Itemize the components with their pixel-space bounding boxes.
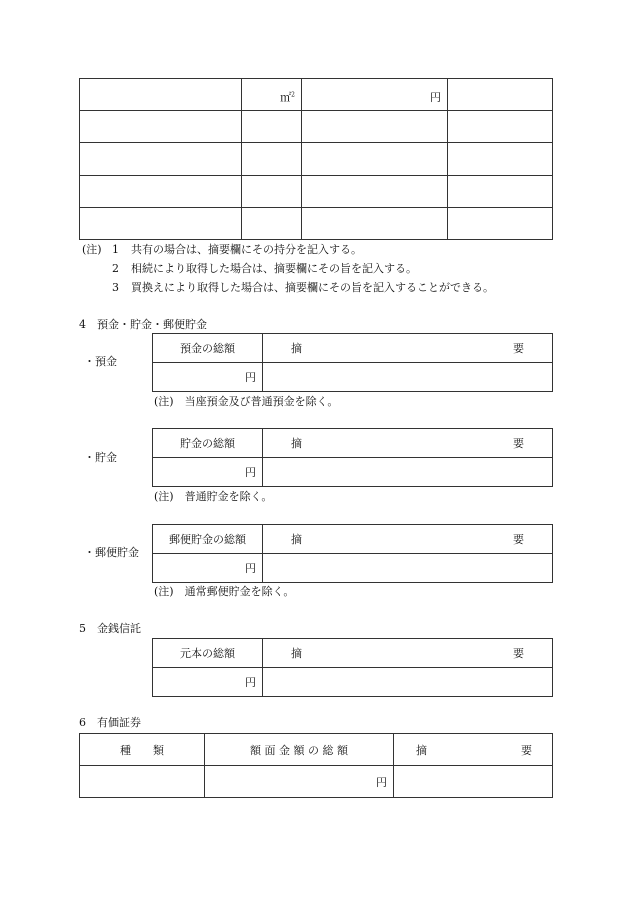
land-notes-label: (注) — [82, 243, 102, 256]
summary-char-b: 要 — [513, 342, 524, 355]
area-cell[interactable] — [242, 111, 302, 143]
deposit-total-cell[interactable] — [153, 363, 263, 392]
deposit-note: (注) 当座預金及び普通預金を除く。 — [154, 395, 339, 408]
trust-table — [152, 638, 553, 697]
yen-unit: 円 — [245, 676, 256, 689]
postal-table — [152, 524, 553, 583]
land-note-num: 1 — [112, 243, 119, 256]
land-cell[interactable] — [80, 111, 242, 143]
area-unit: ㎡ — [280, 91, 292, 104]
yen-unit: 円 — [376, 775, 387, 789]
summary-char-b: 要 — [513, 533, 524, 546]
yen-unit: 円 — [245, 562, 256, 575]
summary-char-a: 摘 — [291, 437, 302, 450]
land-cell[interactable] — [80, 143, 242, 176]
savings-summary-header — [263, 429, 553, 458]
price-cell[interactable] — [302, 79, 448, 111]
savings-table — [152, 428, 553, 487]
area-cell[interactable] — [242, 143, 302, 176]
kind-header: 種 類 — [80, 734, 205, 766]
summary-char-a: 摘 — [291, 647, 302, 660]
trust-summary-cell[interactable] — [263, 668, 553, 697]
land-summary-cell[interactable] — [448, 79, 553, 111]
section5-heading: 5 金銭信託 — [79, 622, 141, 635]
deposit-summary-header — [263, 334, 553, 363]
land-summary-cell[interactable] — [448, 111, 553, 143]
deposit-total-header: 預金の総額 — [153, 334, 263, 363]
yen-unit: 円 — [245, 371, 256, 384]
land-summary-cell[interactable] — [448, 143, 553, 176]
land-note-text: 相続により取得した場合は、摘要欄にその旨を記入する。 — [131, 262, 417, 275]
summary-char-a: 摘 — [291, 533, 302, 546]
deposit-summary-cell[interactable] — [263, 363, 553, 392]
securities-summary-cell[interactable] — [394, 766, 553, 798]
land-note-text: 買換えにより取得した場合は、摘要欄にその旨を記入することができる。 — [131, 281, 494, 294]
postal-note: (注) 通常郵便貯金を除く。 — [154, 585, 295, 598]
securities-summary-header — [394, 734, 553, 766]
postal-total-header: 郵便貯金の総額 — [153, 525, 263, 554]
summary-char-a: 摘 — [416, 743, 427, 757]
postal-summary-header — [263, 525, 553, 554]
area-cell[interactable] — [242, 208, 302, 240]
trust-summary-header — [263, 639, 553, 668]
price-cell[interactable] — [302, 208, 448, 240]
summary-char-b: 要 — [513, 647, 524, 660]
land-cell[interactable] — [80, 176, 242, 208]
postal-summary-cell[interactable] — [263, 554, 553, 583]
area-cell[interactable] — [242, 176, 302, 208]
yen-unit: 円 — [430, 91, 441, 104]
savings-total-cell[interactable] — [153, 458, 263, 487]
section6-heading: 6 有価証券 — [79, 716, 141, 729]
summary-char-a: 摘 — [291, 342, 302, 355]
postal-total-cell[interactable] — [153, 554, 263, 583]
price-cell[interactable] — [302, 111, 448, 143]
land-cell[interactable] — [80, 208, 242, 240]
land-note-text: 共有の場合は、摘要欄にその持分を記入する。 — [131, 243, 362, 256]
summary-char-b: 要 — [513, 437, 524, 450]
area-cell[interactable] — [242, 79, 302, 111]
securities-table — [79, 733, 553, 798]
postal-label: ・郵便貯金 — [84, 546, 139, 559]
land-note-num: 2 — [112, 262, 119, 275]
face-total-cell[interactable] — [205, 766, 394, 798]
price-cell[interactable] — [302, 176, 448, 208]
savings-total-header: 貯金の総額 — [153, 429, 263, 458]
land-note-num: 3 — [112, 281, 119, 294]
kind-cell[interactable] — [80, 766, 205, 798]
land-summary-cell[interactable] — [448, 208, 553, 240]
face-total-header: 額 面 金 額 の 総 額 — [205, 734, 394, 766]
savings-note: (注) 普通貯金を除く。 — [154, 490, 273, 503]
yen-unit: 円 — [245, 466, 256, 479]
savings-summary-cell[interactable] — [263, 458, 553, 487]
summary-char-b: 要 — [521, 743, 532, 757]
section4-heading: 4 預金・貯金・郵便貯金 — [79, 318, 207, 331]
land-summary-cell[interactable] — [448, 176, 553, 208]
land-cell[interactable] — [80, 79, 242, 111]
deposit-table — [152, 333, 553, 392]
trust-total-cell[interactable] — [153, 668, 263, 697]
price-cell[interactable] — [302, 143, 448, 176]
land-table — [79, 78, 553, 240]
trust-total-header: 元本の総額 — [153, 639, 263, 668]
area-unit-sup: 2 — [291, 91, 295, 99]
savings-label: ・貯金 — [84, 451, 117, 464]
deposit-label: ・預金 — [84, 355, 117, 368]
